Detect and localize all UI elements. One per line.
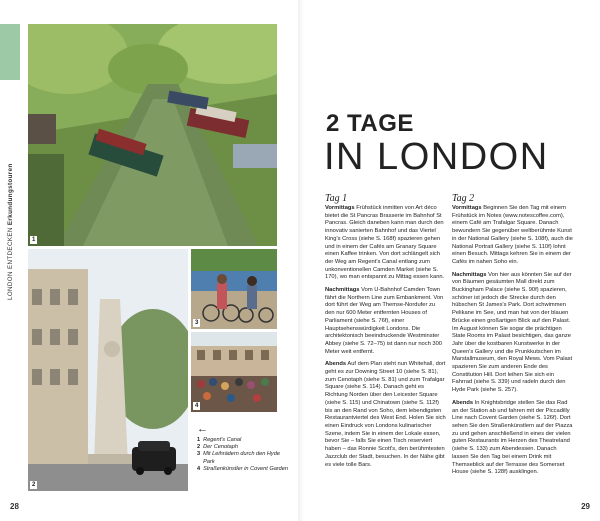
photo-hyde-park-bikes [191, 249, 277, 329]
page-number-right: 29 [581, 502, 590, 511]
day1-afternoon: Nachmittags Vom U-Bahnhof Camden Town fährt die Northern Line zum Embankment. Von dort führt der Weg am Themse-Nordufer zu den nur 600 Meter entfernten Houses of Parliament (siehe S. 76f), einer Hauptsehenswürdigkeit Londons. Die architektonisch beeindruckende Westminster Abbey (siehe S. 72–75) ist dann nur noch 300 Meter weit entfernt. [325, 287, 444, 355]
photo-cenotaph [28, 249, 188, 491]
caption-item: 2 Der Cenotaph [197, 444, 238, 451]
day2-afternoon: Nachmittags Von hier aus könnten Sie auf der von Bäumen gesäumten Mall direkt zum Buckingham Palace (siehe S. 90f) spazieren, schöner ist jedoch die Strecke durch den hübschen St James's Park. Dort schwimmen Pelikane im See, und man hat von der blauen Brücke einen großartigen Blick auf den Palast. Im August können Sie sogar die prächtigen State Rooms im Palast besichtigen, das ganze Jahr über die kostbaren Kunstwerke in der Queen's Gallery und die Prunkkutschen im Marstallmuseum, den Royal Mews. Vom Palast spazieren Sie zum anderen Ende des Constitution Hill. Dort leihen Sie sich ein Fahrrad (siehe S. 339) und radeln durch den Hyde Park (siehe S. 257). [452, 271, 573, 394]
photo-covent-garden [191, 332, 277, 412]
arrow-left-icon: ← [197, 423, 208, 435]
photo-number: 1 [32, 237, 36, 243]
day1-evening: Abends Auf dem Plan steht nun Whitehall, dort geht es zur Downing Street 10 (siehe S. 81), zum Cenotaph (siehe S. 81) und zum Trafalgar Square (siehe S. 114). Danach geht es Richtung Norden über den Leicester Square (siehe S. 115) und Chinatown (siehe S. 112f) bis an den Rand von Soho, dem lebendigsten Restaurantviertel des West End. Holen Sie sich einen Eindruck von Londons kulinarischer Szene, indem Sie in einem der Lokale essen, bevor Sie – falls Sie einen Tisch reserviert haben – das Ronnie Scott's, den berühmtesten Jazzclub der Stadt, besuchen. In der Nähe gibt es viele tolle Bars. [325, 361, 446, 468]
day2-heading: Tag 2 [452, 193, 475, 204]
page-title-line2: IN LONDON [324, 136, 549, 178]
day2-evening: Abends In Knightsbridge stellen Sie das Rad an der Station ab und fahren mit der Piccadilly Line nach Covent Garden (siehe S. 126f). Dort sehen Sie den Straßenkünstlern auf der Piazza zu und gehen anschließend in eines der vielen guten Restaurants im Herzen des Theatreland (siehe S. 133) zum Abendessen. Danach lassen Sie den Tag bei einem Drink mit Themseblick auf der Terrasse des Somerset House (siehe S. 128f) ausklingen. [452, 399, 573, 476]
day2-column [452, 193, 573, 482]
subsection-name: Erkundungstouren [7, 163, 14, 226]
photo-regents-canal [28, 24, 277, 246]
book-gutter [298, 0, 304, 521]
caption-item: 3 Mit Leihrädern durch den Hyde Park [197, 451, 280, 465]
caption-item: 4 Straßenkünstler in Covent Garden [197, 465, 289, 472]
photo-number: 3 [195, 320, 199, 326]
page-number-left: 28 [10, 502, 19, 511]
running-header [7, 163, 14, 300]
page-title-line1: 2 TAGE [326, 110, 414, 137]
photo-captions [197, 424, 292, 473]
day1-column [325, 193, 446, 474]
photo-number: 2 [32, 482, 36, 488]
photo-number: 4 [195, 403, 199, 409]
caption-item: 1 Regent's Canal [197, 437, 242, 443]
section-name: LONDON ENTDECKEN [7, 227, 14, 300]
day1-morning: Vormittags Frühstück inmitten von Art déco bietet die St Pancras Brasserie im Bahnhof St Pancras. Gleich daneben kann man durch den innovativ sanierten Bahnhof und das Viertel King's Cross (siehe S. 168f) spazieren gehen und in einem der Cafés am Granary Square einen Kaffee trinken. Von dort schlängelt sich der Weg am Regent's Canal entlang zum unkonventionellen Camden Market (siehe S. 170), wo man entspannt zu Mittag essen kann. [325, 205, 445, 281]
chapter-color-tab [0, 24, 20, 80]
day1-heading: Tag 1 [325, 193, 348, 204]
day2-morning: Vormittags Beginnen Sie den Tag mit einem Frühstück im Notes (www.notescoffee.com), einem Café am Trafalgar Square. Danach bewundern Sie gegenüber weltberühmte Kunst in der National Gallery (siehe S. 108f), auch die National Portrait Gallery (siehe S. 110f) lohnt einen Besuch. Mittags kehren Sie in einem der Cafés im nahen Soho ein. [452, 205, 573, 265]
